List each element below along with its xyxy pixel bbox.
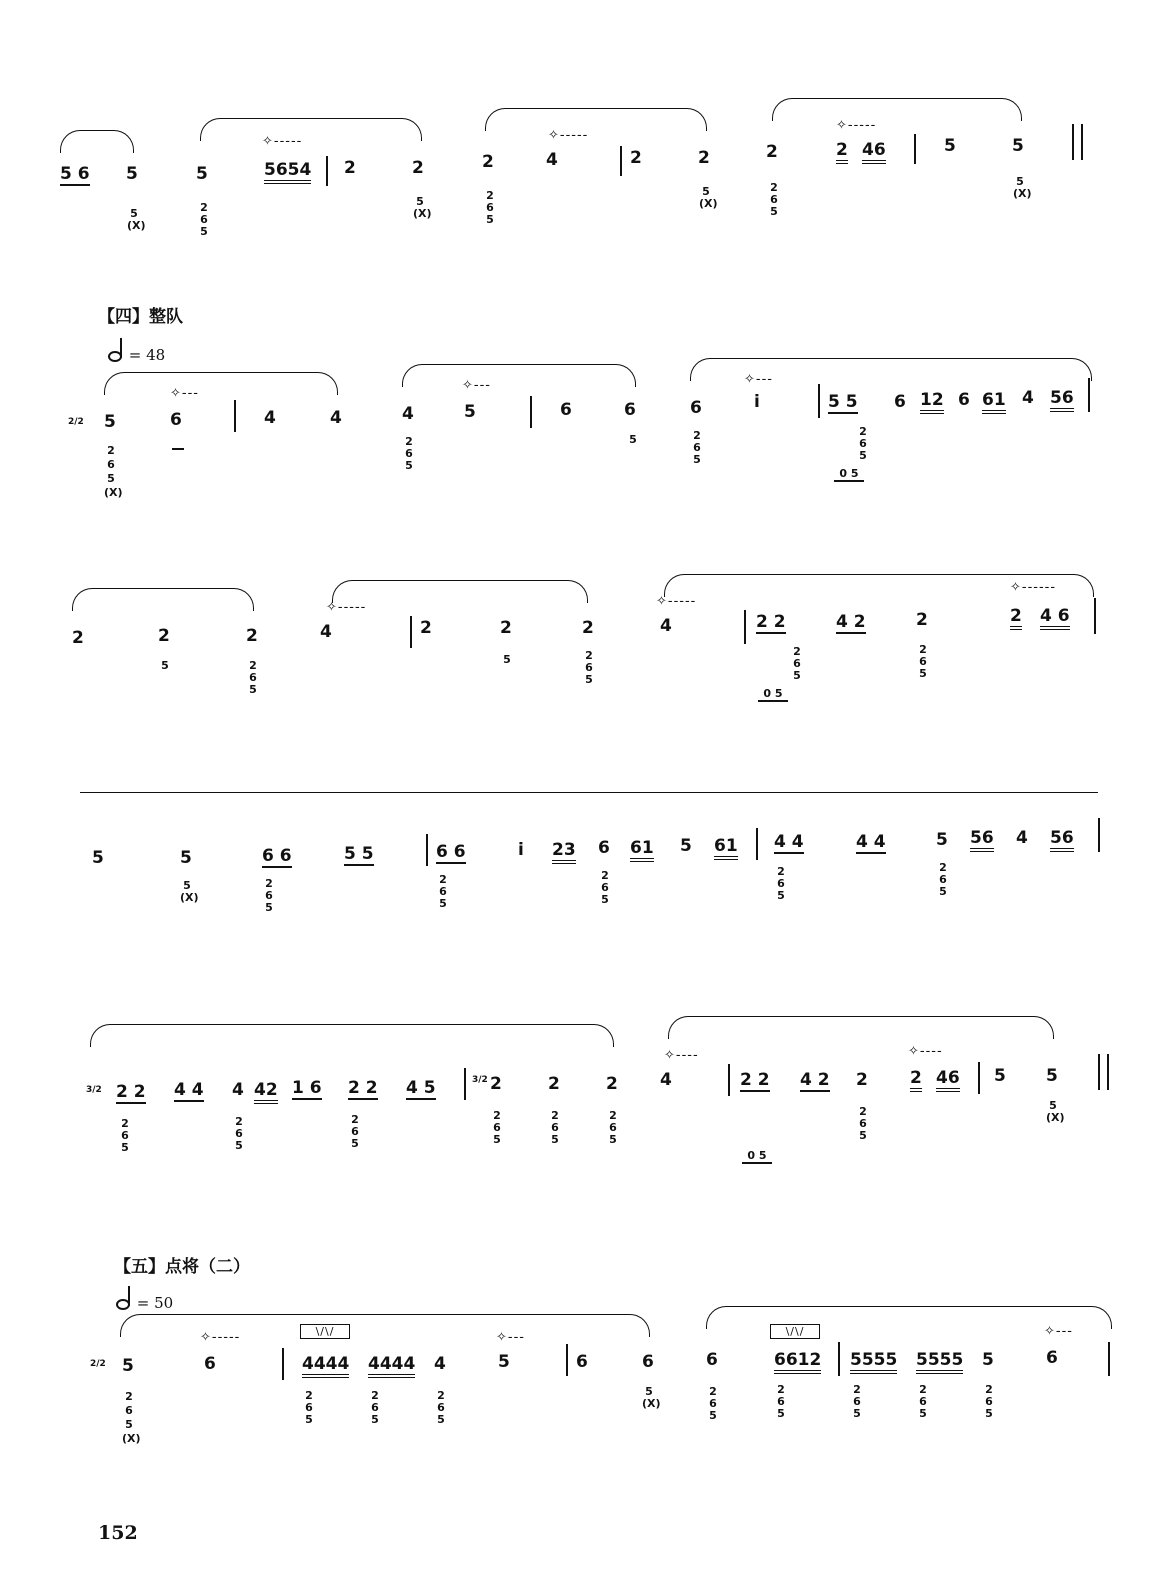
ornament-star: ✧---- bbox=[908, 1044, 943, 1059]
bar-line bbox=[566, 1344, 568, 1376]
note: 2 bbox=[72, 628, 84, 648]
note: 5 bbox=[126, 164, 138, 184]
bass-note: 2 6 5 bbox=[249, 659, 257, 696]
note: 6 bbox=[560, 400, 572, 420]
section-title: 【四】整队 bbox=[98, 307, 183, 327]
bass-note: 2 6 5 bbox=[919, 1383, 927, 1420]
bar-line bbox=[234, 400, 236, 432]
note: 4 bbox=[330, 408, 342, 428]
note: 5 bbox=[1012, 136, 1024, 156]
phrase-slur bbox=[72, 588, 254, 611]
rhythm-box: \/\/ bbox=[300, 1324, 350, 1339]
ornament-star: ✧----- bbox=[836, 118, 877, 133]
note: 5 bbox=[1046, 1066, 1058, 1086]
note: 2 bbox=[630, 148, 642, 168]
ornament-star: ✧--- bbox=[170, 386, 199, 401]
bass-note: 2 6 5 bbox=[371, 1389, 379, 1426]
bar-line bbox=[1088, 378, 1090, 412]
bass-note: 2 6 5 bbox=[351, 1113, 359, 1150]
ornament-star: ✧----- bbox=[200, 1330, 241, 1345]
note: 56 bbox=[1050, 390, 1074, 412]
note: 2 2 bbox=[740, 1070, 770, 1090]
note: 5654 bbox=[264, 162, 311, 184]
note: 2 bbox=[910, 1070, 922, 1092]
note: 6 6 bbox=[436, 842, 466, 862]
note: 4 bbox=[660, 616, 672, 636]
bar-line bbox=[818, 384, 820, 418]
note: 4 4 bbox=[856, 832, 886, 852]
note: 4 bbox=[232, 1080, 244, 1100]
note: 23 bbox=[552, 842, 576, 864]
ornament-star: ✧----- bbox=[548, 128, 589, 143]
bar-line bbox=[744, 610, 746, 644]
note: 2 bbox=[766, 142, 778, 162]
note: 2 bbox=[158, 626, 170, 646]
bass-note: 2 6 5 bbox=[585, 649, 593, 686]
bass-note: 2 6 5 bbox=[486, 189, 494, 226]
bar-line bbox=[914, 134, 916, 164]
bass-note: 2 6 5 bbox=[709, 1385, 717, 1422]
bass-note: 2 6 5 bbox=[919, 643, 927, 680]
time-signature: 2/2 bbox=[68, 417, 84, 427]
bass-note: 5 (X) bbox=[127, 207, 146, 232]
system-4 bbox=[0, 790, 1152, 990]
note: 46 bbox=[862, 142, 886, 164]
bar-line bbox=[326, 156, 328, 186]
bass-note: 2 6 5 bbox=[693, 429, 701, 466]
tempo-value: = 50 bbox=[136, 1294, 174, 1312]
note: 6 bbox=[598, 838, 610, 858]
note: 5 bbox=[92, 848, 104, 868]
note: 2 2 bbox=[348, 1078, 378, 1098]
bar-line bbox=[620, 146, 622, 176]
note: 5 bbox=[994, 1066, 1006, 1086]
note: 5 bbox=[122, 1356, 134, 1376]
note: 4444 bbox=[368, 1356, 415, 1378]
note: 6 6 bbox=[262, 846, 292, 866]
note: 5 5 bbox=[828, 392, 858, 412]
bass-note: 5 bbox=[161, 659, 169, 672]
rhythm-box: \/\/ bbox=[770, 1324, 820, 1339]
note: 5 bbox=[498, 1352, 510, 1372]
note: 2 bbox=[246, 626, 258, 646]
bass-note: 2 6 5 bbox=[777, 865, 785, 902]
note: 4 bbox=[320, 622, 332, 642]
final-double-bar bbox=[1098, 1054, 1109, 1090]
bass-note: 2 6 5 bbox=[601, 869, 609, 906]
time-signature: 2/2 bbox=[90, 1359, 106, 1369]
ornament-star: ✧----- bbox=[656, 594, 697, 609]
note: 5555 bbox=[916, 1352, 963, 1374]
note: 4 4 bbox=[774, 832, 804, 852]
ornament-star: ✧--- bbox=[462, 378, 491, 393]
bass-note: 2 6 5 bbox=[439, 873, 447, 910]
phrase-slur bbox=[332, 580, 588, 603]
note: 2 bbox=[420, 618, 432, 638]
bar-line bbox=[1108, 1342, 1110, 1376]
bar-line bbox=[756, 828, 758, 860]
phrase-slur bbox=[668, 1016, 1054, 1039]
note: 4 5 bbox=[406, 1078, 436, 1098]
bass-note: 2 6 5 bbox=[939, 861, 947, 898]
note: 6 bbox=[894, 392, 906, 412]
ornament-star: ✧--- bbox=[744, 372, 773, 387]
note: 2 2 bbox=[116, 1082, 146, 1102]
ornament-star: ✧----- bbox=[262, 134, 303, 149]
note: 4 bbox=[546, 150, 558, 170]
system-1 bbox=[0, 90, 1152, 290]
bass-note: 5 bbox=[629, 433, 637, 446]
note: 5 6 bbox=[60, 164, 90, 184]
bar-line bbox=[530, 396, 532, 428]
note: 2 bbox=[344, 158, 356, 178]
note: 46 bbox=[936, 1070, 960, 1092]
bar-line bbox=[1094, 598, 1096, 634]
note: 5 bbox=[464, 402, 476, 422]
note: 6 bbox=[706, 1350, 718, 1370]
note: 6 bbox=[204, 1354, 216, 1374]
phrase-slur bbox=[772, 98, 1022, 121]
bass-note: 2 6 5 bbox=[200, 201, 208, 238]
bass-note: 5 (X) bbox=[413, 195, 432, 220]
note: 4 2 bbox=[836, 612, 866, 632]
final-double-bar bbox=[1072, 124, 1083, 160]
phrase-slur bbox=[402, 364, 636, 387]
ornament-star: ✧----- bbox=[326, 600, 367, 615]
bar-line bbox=[464, 1068, 466, 1100]
note: 5 bbox=[180, 848, 192, 868]
note: 4 bbox=[660, 1070, 672, 1090]
ornament-star: ✧--- bbox=[1044, 1324, 1073, 1339]
note: 6 bbox=[624, 400, 636, 420]
note: 4 bbox=[434, 1354, 446, 1374]
note: 5 bbox=[982, 1350, 994, 1370]
bass-note: 2 6 5 (X) bbox=[122, 1390, 141, 1445]
note: 5 bbox=[104, 412, 116, 432]
note: 4 2 bbox=[800, 1070, 830, 1090]
note: i bbox=[518, 840, 524, 860]
ornament-star: ✧--- bbox=[496, 1330, 525, 1345]
bass-note: 2 6 5 bbox=[121, 1117, 129, 1154]
page-number: 152 bbox=[98, 1522, 138, 1544]
note: 2 bbox=[500, 618, 512, 638]
note: 61 bbox=[714, 838, 738, 860]
note: 2 bbox=[698, 148, 710, 168]
time-signature: 3/2 bbox=[472, 1075, 488, 1085]
system-6 bbox=[0, 1300, 1152, 1500]
bar-line bbox=[410, 616, 412, 648]
note: 4 bbox=[264, 408, 276, 428]
bass-note: 5 (X) bbox=[699, 185, 718, 210]
note: 4 4 bbox=[174, 1080, 204, 1100]
note: 6 bbox=[576, 1352, 588, 1372]
ornament-star: ✧---- bbox=[664, 1048, 699, 1063]
bass-note: 2 6 5 bbox=[609, 1109, 617, 1146]
note: 5 bbox=[936, 830, 948, 850]
note: 42 bbox=[254, 1082, 278, 1104]
bass-note: 2 6 5 bbox=[493, 1109, 501, 1146]
bar-line bbox=[426, 834, 428, 866]
phrase-slur bbox=[200, 118, 422, 141]
phrase-slur bbox=[90, 1024, 614, 1047]
note: 4 bbox=[1016, 828, 1028, 848]
note: 2 bbox=[606, 1074, 618, 1094]
phrase-slur bbox=[104, 372, 338, 395]
bass-note: 2 6 5 bbox=[985, 1383, 993, 1420]
bass-note: 0 5 bbox=[834, 468, 864, 482]
bass-note: 5 (X) bbox=[180, 879, 199, 904]
note: 5 5 bbox=[344, 844, 374, 864]
bass-note: 2 6 5 bbox=[793, 645, 801, 682]
bass-note: 5 (X) bbox=[642, 1385, 661, 1410]
phrase-slur bbox=[60, 130, 134, 153]
bass-note: 2 6 5 bbox=[265, 877, 273, 914]
bar-line bbox=[978, 1062, 980, 1094]
bass-note: 2 6 5 (X) bbox=[104, 444, 123, 499]
note: 1 6 bbox=[292, 1078, 322, 1098]
bass-note: 2 6 5 bbox=[437, 1389, 445, 1426]
note: 56 bbox=[1050, 830, 1074, 852]
phrase-slur bbox=[485, 108, 707, 131]
bass-note: 2 6 5 bbox=[853, 1383, 861, 1420]
note: 61 bbox=[982, 392, 1006, 414]
note: 4 bbox=[402, 404, 414, 424]
note: 2 bbox=[1010, 608, 1022, 630]
bar-line bbox=[282, 1348, 284, 1380]
bass-note: 2 6 5 bbox=[235, 1115, 243, 1152]
section-title: 【五】点将（二） bbox=[114, 1257, 250, 1277]
bass-note: 5 (X) bbox=[1013, 175, 1032, 200]
system-top-line bbox=[80, 792, 1098, 793]
note: 5 bbox=[196, 164, 208, 184]
bass-note: 2 6 5 bbox=[551, 1109, 559, 1146]
note: 2 bbox=[482, 152, 494, 172]
note: 2 bbox=[548, 1074, 560, 1094]
bass-note: 2 6 5 bbox=[859, 1105, 867, 1142]
note: i bbox=[754, 392, 760, 412]
bass-note: 0 5 bbox=[742, 1150, 772, 1164]
note: 6 bbox=[1046, 1348, 1058, 1368]
bass-note: 2 6 5 bbox=[777, 1383, 785, 1420]
note: 2 bbox=[836, 142, 848, 164]
note: 5 bbox=[944, 136, 956, 156]
note: 2 bbox=[582, 618, 594, 638]
bar-line bbox=[1098, 818, 1100, 852]
note: 56 bbox=[970, 830, 994, 852]
bar-line bbox=[728, 1064, 730, 1096]
system-3 bbox=[0, 580, 1152, 780]
note: 4444 bbox=[302, 1356, 349, 1378]
system-2 bbox=[0, 360, 1152, 560]
bass-note: 2 6 5 bbox=[859, 425, 867, 462]
tempo-value: = 48 bbox=[128, 346, 166, 364]
note: 2 bbox=[490, 1074, 502, 1094]
note: 4 6 bbox=[1040, 608, 1070, 630]
note: 6612 bbox=[774, 1352, 821, 1374]
bass-note: 5 (X) bbox=[1046, 1099, 1065, 1124]
system-5 bbox=[0, 1010, 1152, 1210]
note: 12 bbox=[920, 392, 944, 414]
bass-note: 0 5 bbox=[758, 688, 788, 702]
bass-note: 2 6 5 bbox=[305, 1389, 313, 1426]
note: 2 2 bbox=[756, 612, 786, 632]
bass-note: 5 bbox=[503, 653, 511, 666]
note: 6 bbox=[958, 390, 970, 410]
sustain-line bbox=[172, 448, 184, 450]
note: 5555 bbox=[850, 1352, 897, 1374]
note: 6 bbox=[170, 410, 182, 430]
note: 4 bbox=[1022, 388, 1034, 408]
time-signature: 3/2 bbox=[86, 1085, 102, 1095]
note: 6 bbox=[642, 1352, 654, 1372]
note: 2 bbox=[412, 158, 424, 178]
note: 61 bbox=[630, 840, 654, 862]
note: 2 bbox=[916, 610, 928, 630]
half-note-stem bbox=[120, 338, 122, 358]
bass-note: 2 6 5 bbox=[405, 435, 413, 472]
note: 6 bbox=[690, 398, 702, 418]
ornament-star: ✧------ bbox=[1010, 580, 1057, 595]
note: 5 bbox=[680, 836, 692, 856]
bass-note: 2 6 5 bbox=[770, 181, 778, 218]
note: 2 bbox=[856, 1070, 868, 1090]
bar-line bbox=[838, 1342, 840, 1376]
